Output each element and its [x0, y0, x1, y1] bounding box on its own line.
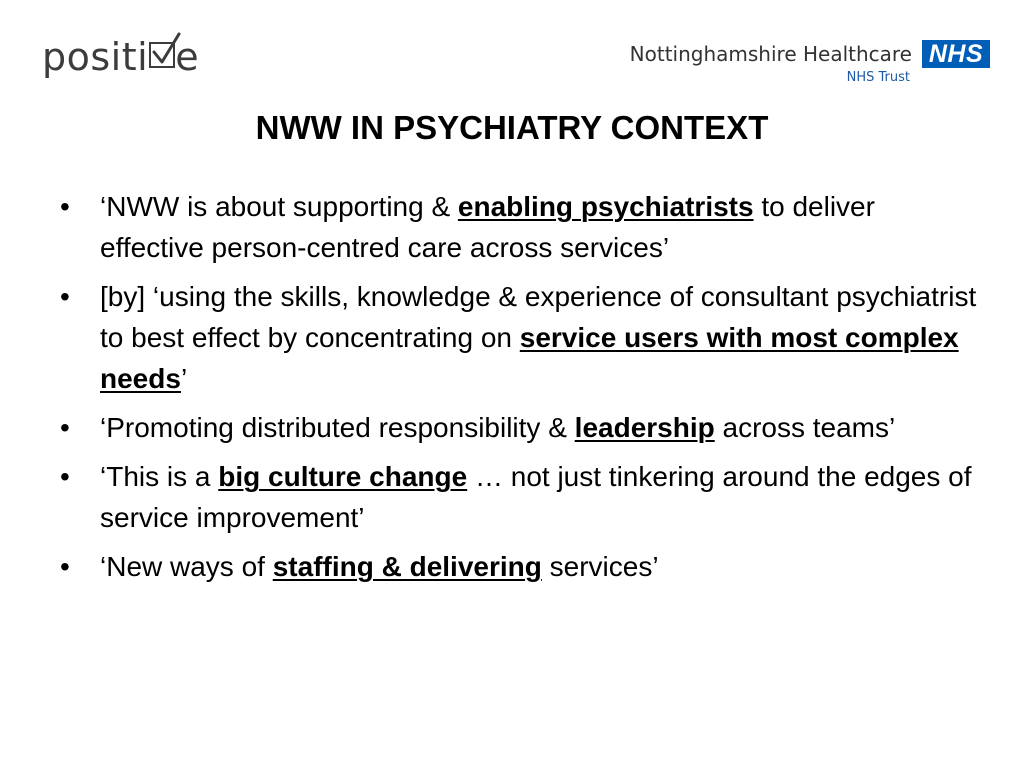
positive-logo-text: positi	[42, 35, 149, 79]
bullet-item	[60, 456, 980, 538]
org-name: Nottinghamshire Healthcare	[629, 42, 912, 66]
positive-logo	[42, 30, 202, 85]
bullet-item	[60, 546, 980, 587]
bullet-text: ‘Promoting distributed responsibility &	[100, 412, 575, 443]
bullet-text: ’	[180, 363, 188, 394]
bullet-emphasis: big culture change	[218, 461, 468, 492]
bullet-text: services’	[541, 551, 659, 582]
bullet-glyph: •	[60, 551, 70, 582]
bullet-text: to deliver effective person-centred care across services’	[100, 191, 875, 263]
bullet-glyph: •	[60, 461, 70, 492]
bullet-item	[60, 407, 980, 448]
bullet-emphasis: leadership	[574, 412, 715, 443]
bullet-text: ‘This is a	[100, 461, 219, 492]
bullet-emphasis: enabling psychiatrists	[457, 191, 754, 222]
org-subtitle: NHS Trust	[846, 70, 910, 85]
bullet-text: across teams’	[714, 412, 896, 443]
bullet-glyph: •	[60, 281, 70, 312]
bullet-text: ‘NWW is about supporting &	[100, 191, 458, 222]
bullet-list	[60, 186, 980, 595]
checkbox-tick-icon	[149, 42, 175, 68]
bullet-text: ‘New ways of	[100, 551, 273, 582]
bullet-text: [by] ‘using the skills, knowledge & experience of consultant psychiatrist to best effect by concentrating on	[100, 281, 977, 353]
nhs-badge: NHS	[922, 40, 990, 68]
nhs-trust-logo	[600, 38, 990, 90]
bullet-glyph: •	[60, 191, 70, 222]
positive-logo-text-end: e	[175, 35, 200, 79]
slide-title: NWW IN PSYCHIATRY CONTEXT	[255, 109, 769, 146]
bullet-item	[60, 276, 980, 399]
positive-logo-word	[42, 34, 199, 80]
bullet-emphasis: staffing & delivering	[272, 551, 542, 582]
bullet-emphasis: service users with most complex needs	[100, 322, 959, 394]
bullet-glyph: •	[60, 412, 70, 443]
bullet-text: … not just tinkering around the edges of service improvement’	[100, 461, 972, 533]
bullet-item	[60, 186, 980, 268]
